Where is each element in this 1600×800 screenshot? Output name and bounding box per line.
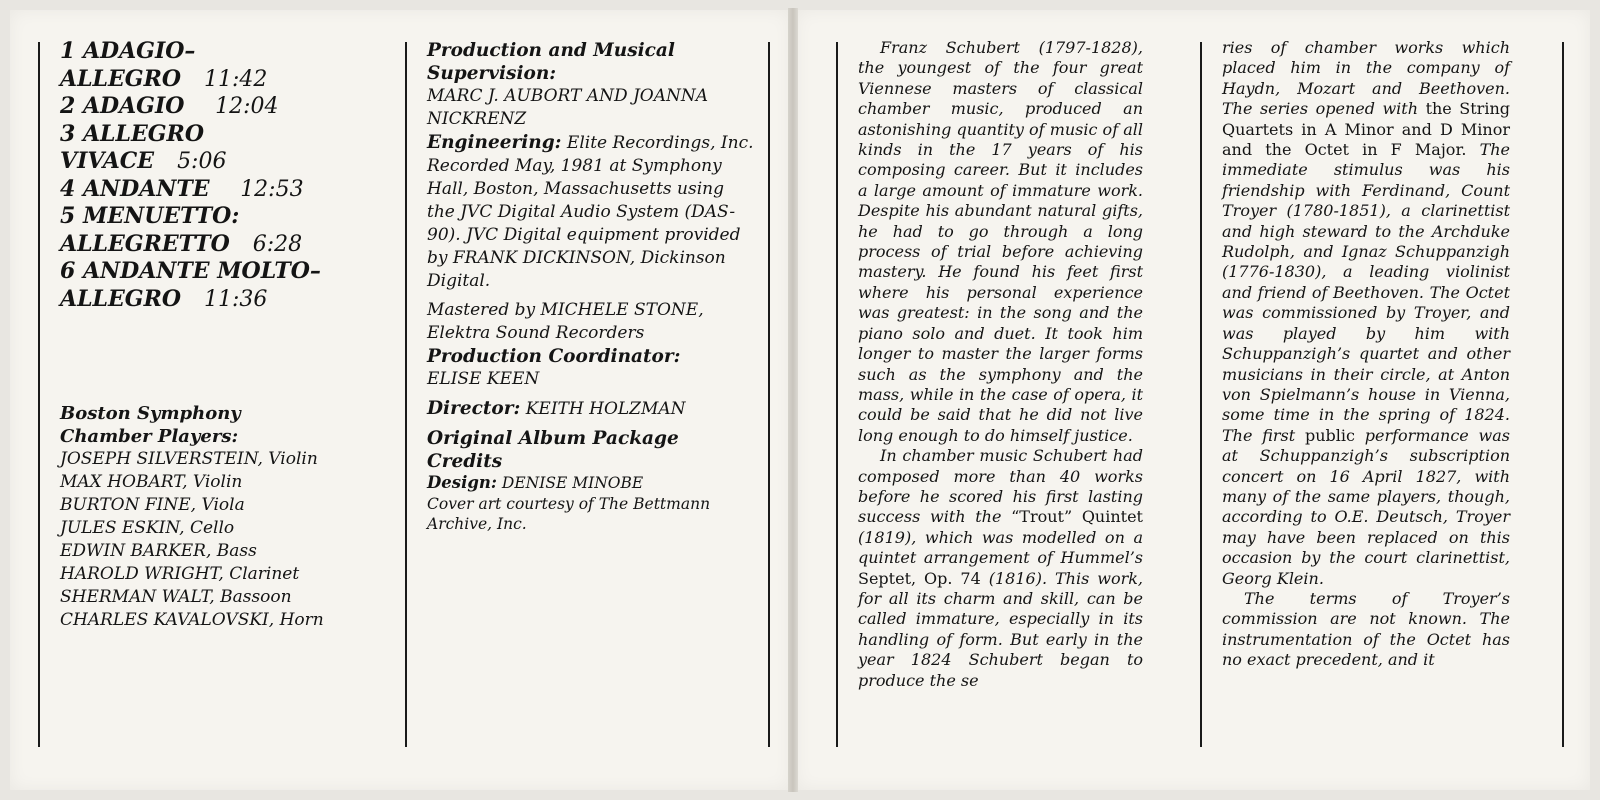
director-credit xyxy=(427,397,757,421)
track-title: ALLEGRO xyxy=(60,285,182,312)
player-item: EDWIN BARKER, Bass xyxy=(60,541,257,561)
player-item: SHERMAN WALT, Bassoon xyxy=(60,587,292,607)
design-credit xyxy=(427,473,757,494)
track-title: 1 ADAGIO– xyxy=(60,38,196,64)
ensemble-heading: Chamber Players: xyxy=(60,426,239,447)
track-item xyxy=(60,258,380,313)
player-item: CHARLES KAVALOVSKI, Horn xyxy=(60,610,324,630)
track-title: 5 MENUETTO: xyxy=(60,203,240,229)
track-time: 12:04 xyxy=(215,94,279,119)
essay-text: ries of chamber works which placed him in the company of Haydn, Mozart and Beethoven. The series opened with xyxy=(1222,38,1510,119)
essay-work-title: “Trout” Quintet xyxy=(1011,507,1143,527)
track-time: 12:53 xyxy=(240,176,304,202)
coordinator-heading: Production Coordinator: xyxy=(427,346,681,367)
track-title: 2 ADAGIO xyxy=(60,93,185,119)
essay-paragraph: The terms of Troyer’s commission are not known. The instrumentation of the Octet has no exact precedent, and it xyxy=(1222,588,1510,670)
engineering-text: Elite Recordings, Inc. Recorded May, 1981 at Symphony Hall, Boston, Massachusetts using the JVC Digital Audio System (DAS-90). JVC Digital equipment provided by FRANK DICKINSON, Dickinson Digital. xyxy=(427,133,754,291)
engineering-credit xyxy=(427,131,757,293)
track-time: 11:42 xyxy=(204,66,268,92)
design-name: DENISE MINOBE xyxy=(497,474,644,492)
liner-notes-column-2 xyxy=(1222,38,1510,671)
player-item: BURTON FINE, Viola xyxy=(60,495,245,515)
essay-text: public xyxy=(1304,425,1355,445)
column-rule xyxy=(1200,42,1202,747)
essay-paragraph xyxy=(858,446,1143,691)
coordinator-name: ELISE KEEN xyxy=(427,369,540,389)
column-rule xyxy=(768,42,770,747)
director-name: KEITH HOLZMAN xyxy=(520,399,686,419)
essay-text: performance was at Schuppanzigh’s subscription concert on 16 April 1827, with many of the same players, though, according to O.E. Deutsch, Troyer may have been replaced on this occasion by the court clarinettist, Georg Klein. xyxy=(1222,425,1510,588)
track-time: 6:28 xyxy=(252,231,303,257)
liner-notes-column-1 xyxy=(858,38,1143,691)
player-item: JOSEPH SILVERSTEIN, Violin xyxy=(60,449,318,469)
booklet-fold xyxy=(788,8,798,792)
track-title: ALLEGRETTO xyxy=(60,230,230,257)
production-names: MARC J. AUBORT AND JOANNA NICKRENZ xyxy=(427,86,709,129)
essay-work-title: the String Quartets in A Minor and D Minor and the Octet in F Major. xyxy=(1222,99,1510,160)
column-rule xyxy=(38,42,40,747)
mastered-credit: Mastered by MICHELE STONE, Elektra Sound Recorders xyxy=(427,300,704,343)
column-rule xyxy=(1562,42,1564,747)
player-item: JULES ESKIN, Cello xyxy=(60,518,235,538)
essay-text: In chamber music Schubert had composed more than 40 works before he scored his first lasting success with the xyxy=(858,446,1143,527)
essay-text: The immediate stimulus was his friendship with Ferdinand, Count Troyer (1780-1851), a clarinettist and high steward to the Archduke Rudolph, and Ignaz Schuppanzigh (1776-1830), a leading violinist and friend of Beethoven. The Octet was commissioned by Troyer, and was played by him with Schuppanzigh’s quartet and other musicians in their circle, at Anton von Spielmann’s house in Vienna, some time in the spring of 1824. The first xyxy=(1222,140,1511,445)
track-item xyxy=(60,203,380,258)
track-item xyxy=(60,121,380,176)
track-item xyxy=(60,93,380,121)
cover-art-credit: Cover art courtesy of The Bettmann Archive, Inc. xyxy=(427,494,711,533)
essay-text: (1819), which was modelled on a quintet arrangement of Hummel’s xyxy=(858,527,1143,568)
essay-text: (1816). This work, for all its charm and skill, can be called immature, especially in its handling of form. But early in the year 1824 Schubert began to produce the se xyxy=(858,568,1144,690)
engineering-label: Engineering: xyxy=(427,132,562,153)
column-rule xyxy=(405,42,407,747)
track-title: 4 ANDANTE xyxy=(60,175,210,202)
track-title: VIVACE xyxy=(60,148,155,174)
original-package-heading: Original Album Package Credits xyxy=(427,428,679,472)
track-time: 11:36 xyxy=(204,286,268,312)
essay-paragraph: Franz Schubert (1797-1828), the youngest of the four great Viennese masters of classical chamber music, produced an astonishing quantity of music of all kinds in the 17 years of his composing career. But it includes a large amount of immature work. Despite his abundant natural gifts, he had to go through a long process of trial before achieving mastery. He found his feet first where his personal experience was greatest: in the song and the piano solo and duet. It took him longer to master the larger forms such as the symphony and the mass, while in the case of opera, it could be said that he did not live long enough to do himself justice. xyxy=(858,38,1143,445)
essay-work-title: Septet, Op. 74 xyxy=(858,568,981,588)
production-heading: Production and Musical Supervision: xyxy=(427,40,675,84)
track-time: 5:06 xyxy=(177,149,227,174)
player-item: HAROLD WRIGHT, Clarinet xyxy=(60,564,300,584)
ensemble-list xyxy=(60,402,380,632)
design-label: Design: xyxy=(427,473,497,492)
track-item xyxy=(60,38,380,93)
credits-column xyxy=(427,39,757,535)
essay-paragraph xyxy=(1222,38,1510,589)
track-list xyxy=(60,38,380,313)
column-rule xyxy=(836,42,838,747)
director-label: Director: xyxy=(427,398,521,419)
track-title: 3 ALLEGRO xyxy=(60,120,204,147)
track-item xyxy=(60,176,380,204)
ensemble-heading: Boston Symphony xyxy=(60,403,241,424)
track-title: 6 ANDANTE MOLTO– xyxy=(60,258,321,284)
track-title: ALLEGRO xyxy=(60,65,182,92)
player-item: MAX HOBART, Violin xyxy=(60,472,243,492)
